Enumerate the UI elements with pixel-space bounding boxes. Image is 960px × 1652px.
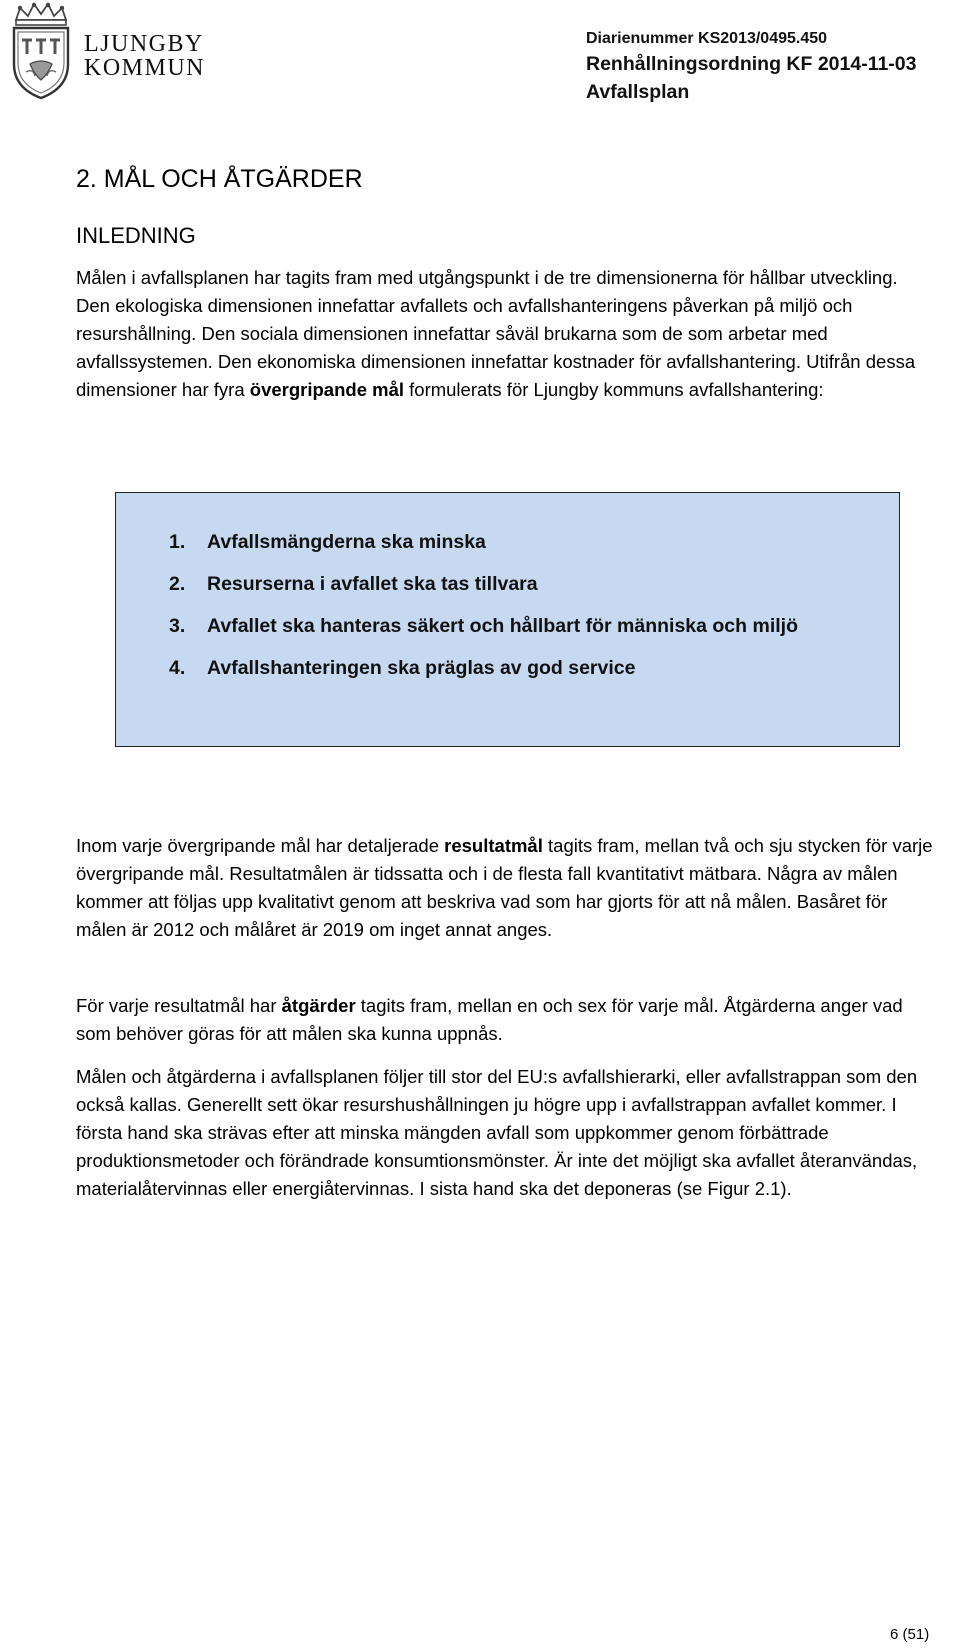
emphasis-resultatmal: resultatmål <box>444 835 543 856</box>
goal-item: 1. Avfallsmängderna ska minska <box>169 531 486 553</box>
section-subtitle: INLEDNING <box>76 223 196 248</box>
avfallshierarki-paragraph: Målen och åtgärderna i avfallsplanen följer till stor del EU:s avfallshierarki, eller avfallstrappan som den också kallas. Generellt sett ökar resurshushållningen ju högre upp i avfallstrappan avfallet kommer. I första hand ska strävas efter att minska mängden avfall som uppkommer genom förbättrade produktionsmetoder och förändrade konsumtionsmönster. Är inte det möjligt ska avfallet återanvändas, materialåtervinnas eller energiåtervinnas. I sista hand ska det deponeras (se Figur 2.1). <box>76 1066 918 1199</box>
atgarder-paragraph: För varje resultatmål har åtgärder tagits fram, mellan en och sex för varje mål. Åtgärderna anger vad som behöver göras för att målen ska kunna uppnås. <box>76 995 903 1044</box>
page-number: 6 (51) <box>890 1626 930 1643</box>
logo-wordmark: LJUNGBY KOMMUN <box>84 31 206 81</box>
goals-box <box>115 492 900 747</box>
emphasis-atgarder: åtgärder <box>281 995 356 1016</box>
goal-item: 2. Resurserna i avfallet ska tas tillvara <box>169 573 538 595</box>
municipality-logo <box>8 2 218 102</box>
document-name: Avfallsplan <box>586 81 690 103</box>
diarienummer: Diarienummer KS2013/0495.450 <box>586 30 828 47</box>
coat-of-arms-icon <box>8 2 74 102</box>
emphasis-overgripande-mal: övergripande mål <box>249 379 404 400</box>
resultatmal-paragraph: Inom varje övergripande mål har detaljerade resultatmål tagits fram, mellan två och sju stycken för varje övergripande mål. Resultatmålen är tidssatta och i de flesta fall kvantitativt mätbara. Några av målen kommer att följas upp kvalitativt genom att beskriva vad som har gjorts för att nå målen. Basåret för målen är 2012 och målåret är 2019 om inget annat anges. <box>76 835 933 940</box>
document-header <box>586 28 917 106</box>
goal-item: 4. Avfallshanteringen ska präglas av god service <box>169 657 636 679</box>
goal-item: 3. Avfallet ska hanteras säkert och hållbart för människa och miljö <box>169 615 798 637</box>
intro-paragraph: Målen i avfallsplanen har tagits fram med utgångspunkt i de tre dimensionerna för hållbar utveckling. Den ekologiska dimensionen innefattar avfallets och avfallshanteringens påverkan på miljö och resurshållning. Den sociala dimensionen innefattar såväl brukarna som de som arbetar med avfallssystemen. Den ekonomiska dimensionen innefattar kostnader för avfallshantering. Utifrån dessa dimensioner har fyra övergripande mål formulerats för Ljungby kommuns avfallshantering: <box>76 267 916 400</box>
section-title: 2. MÅL OCH ÅTGÄRDER <box>76 165 363 193</box>
renhallningsordning-label: Renhållningsordning KF 2014-11-03 <box>586 53 917 75</box>
